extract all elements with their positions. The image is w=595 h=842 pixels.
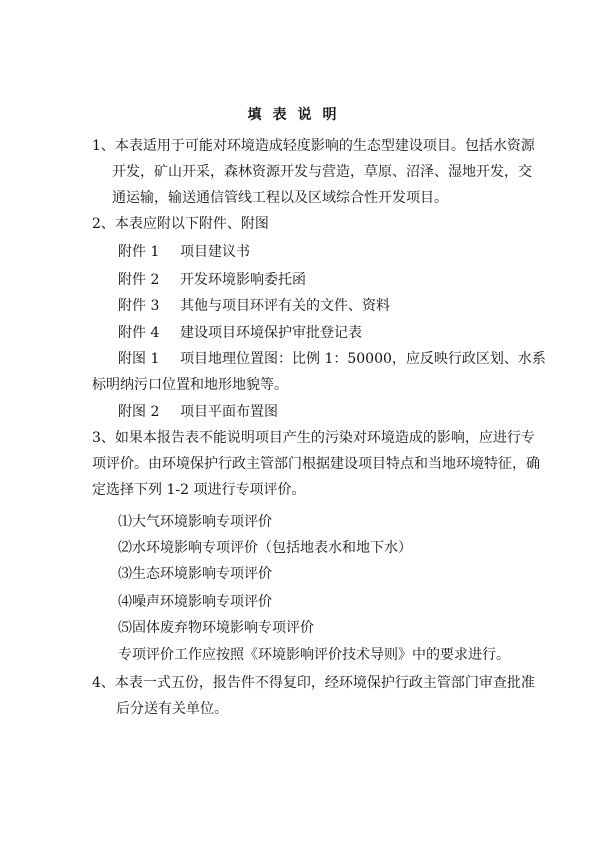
assessment-item-3: ⑶生态环境影响专项评价 (118, 566, 272, 582)
attachment-text: 开发环境影响委托函 (180, 272, 306, 288)
section-4-line-1: 4、本表一式五份，报告件不得复印，经环境保护行政主管部门审查批准 (92, 675, 535, 691)
figure-label: 附图 1 (118, 351, 160, 367)
attachment-1 (118, 242, 250, 262)
assessment-note: 专项评价工作应按照《环境影响评价技术导则》中的要求进行。 (118, 647, 510, 663)
attachment-label: 附件 1 (118, 244, 160, 260)
assessment-item-4: ⑷噪声环境影响专项评价 (118, 594, 272, 610)
section-1-line-1: 1、本表适用于可能对环境造成轻度影响的生态型建设项目。包括水资源 (92, 138, 535, 154)
assessment-item-5: ⑸固体废弃物环境影响专项评价 (118, 620, 314, 636)
section-4-line-2: 后分送有关单位。 (116, 701, 228, 717)
section-1-line-3: 通运输，输送通信管线工程以及区域综合性开发项目。 (112, 190, 448, 206)
attachment-label: 附件 4 (118, 325, 160, 341)
assessment-item-1: ⑴大气环境影响专项评价 (118, 514, 272, 530)
attachment-label: 附件 2 (118, 272, 160, 288)
section-3-line-1: 3、如果本报告表不能说明项目产生的污染对环境造成的影响，应进行专 (92, 430, 535, 446)
section-1-line-2: 开发，矿山开采，森林资源开发与营造，草原、沼泽、湿地开发，交 (112, 164, 532, 180)
attachment-text: 项目建议书 (180, 244, 250, 260)
attachment-4 (118, 323, 362, 343)
assessment-item-2: ⑵水环境影响专项评价（包括地表水和地下水） (118, 540, 412, 556)
figure-label: 附图 2 (118, 404, 160, 420)
page-title: 填表说明 (247, 107, 348, 123)
attachment-2 (118, 270, 306, 290)
figure-text: 项目平面布置图 (180, 404, 278, 420)
figure-text: 项目地理位置图：比例 1：50000，应反映行政区划、水系 (180, 351, 546, 367)
attachment-text: 建设项目环境保护审批登记表 (180, 325, 362, 341)
section-2-heading: 2、本表应附以下附件、附图 (92, 216, 269, 232)
attachment-text: 其他与项目环评有关的文件、资料 (180, 298, 390, 314)
figure-1 (118, 349, 546, 369)
figure-2 (118, 402, 278, 422)
attachment-3 (118, 296, 390, 316)
attachment-label: 附件 3 (118, 298, 160, 314)
section-3-line-3: 定选择下列 1-2 项进行专项评价。 (92, 482, 306, 498)
section-3-line-2: 项评价。由环境保护行政主管部门根据建设项目特点和当地环境特征，确 (92, 456, 540, 472)
figure-1-continuation: 标明纳污口位置和地形地貌等。 (92, 377, 288, 393)
